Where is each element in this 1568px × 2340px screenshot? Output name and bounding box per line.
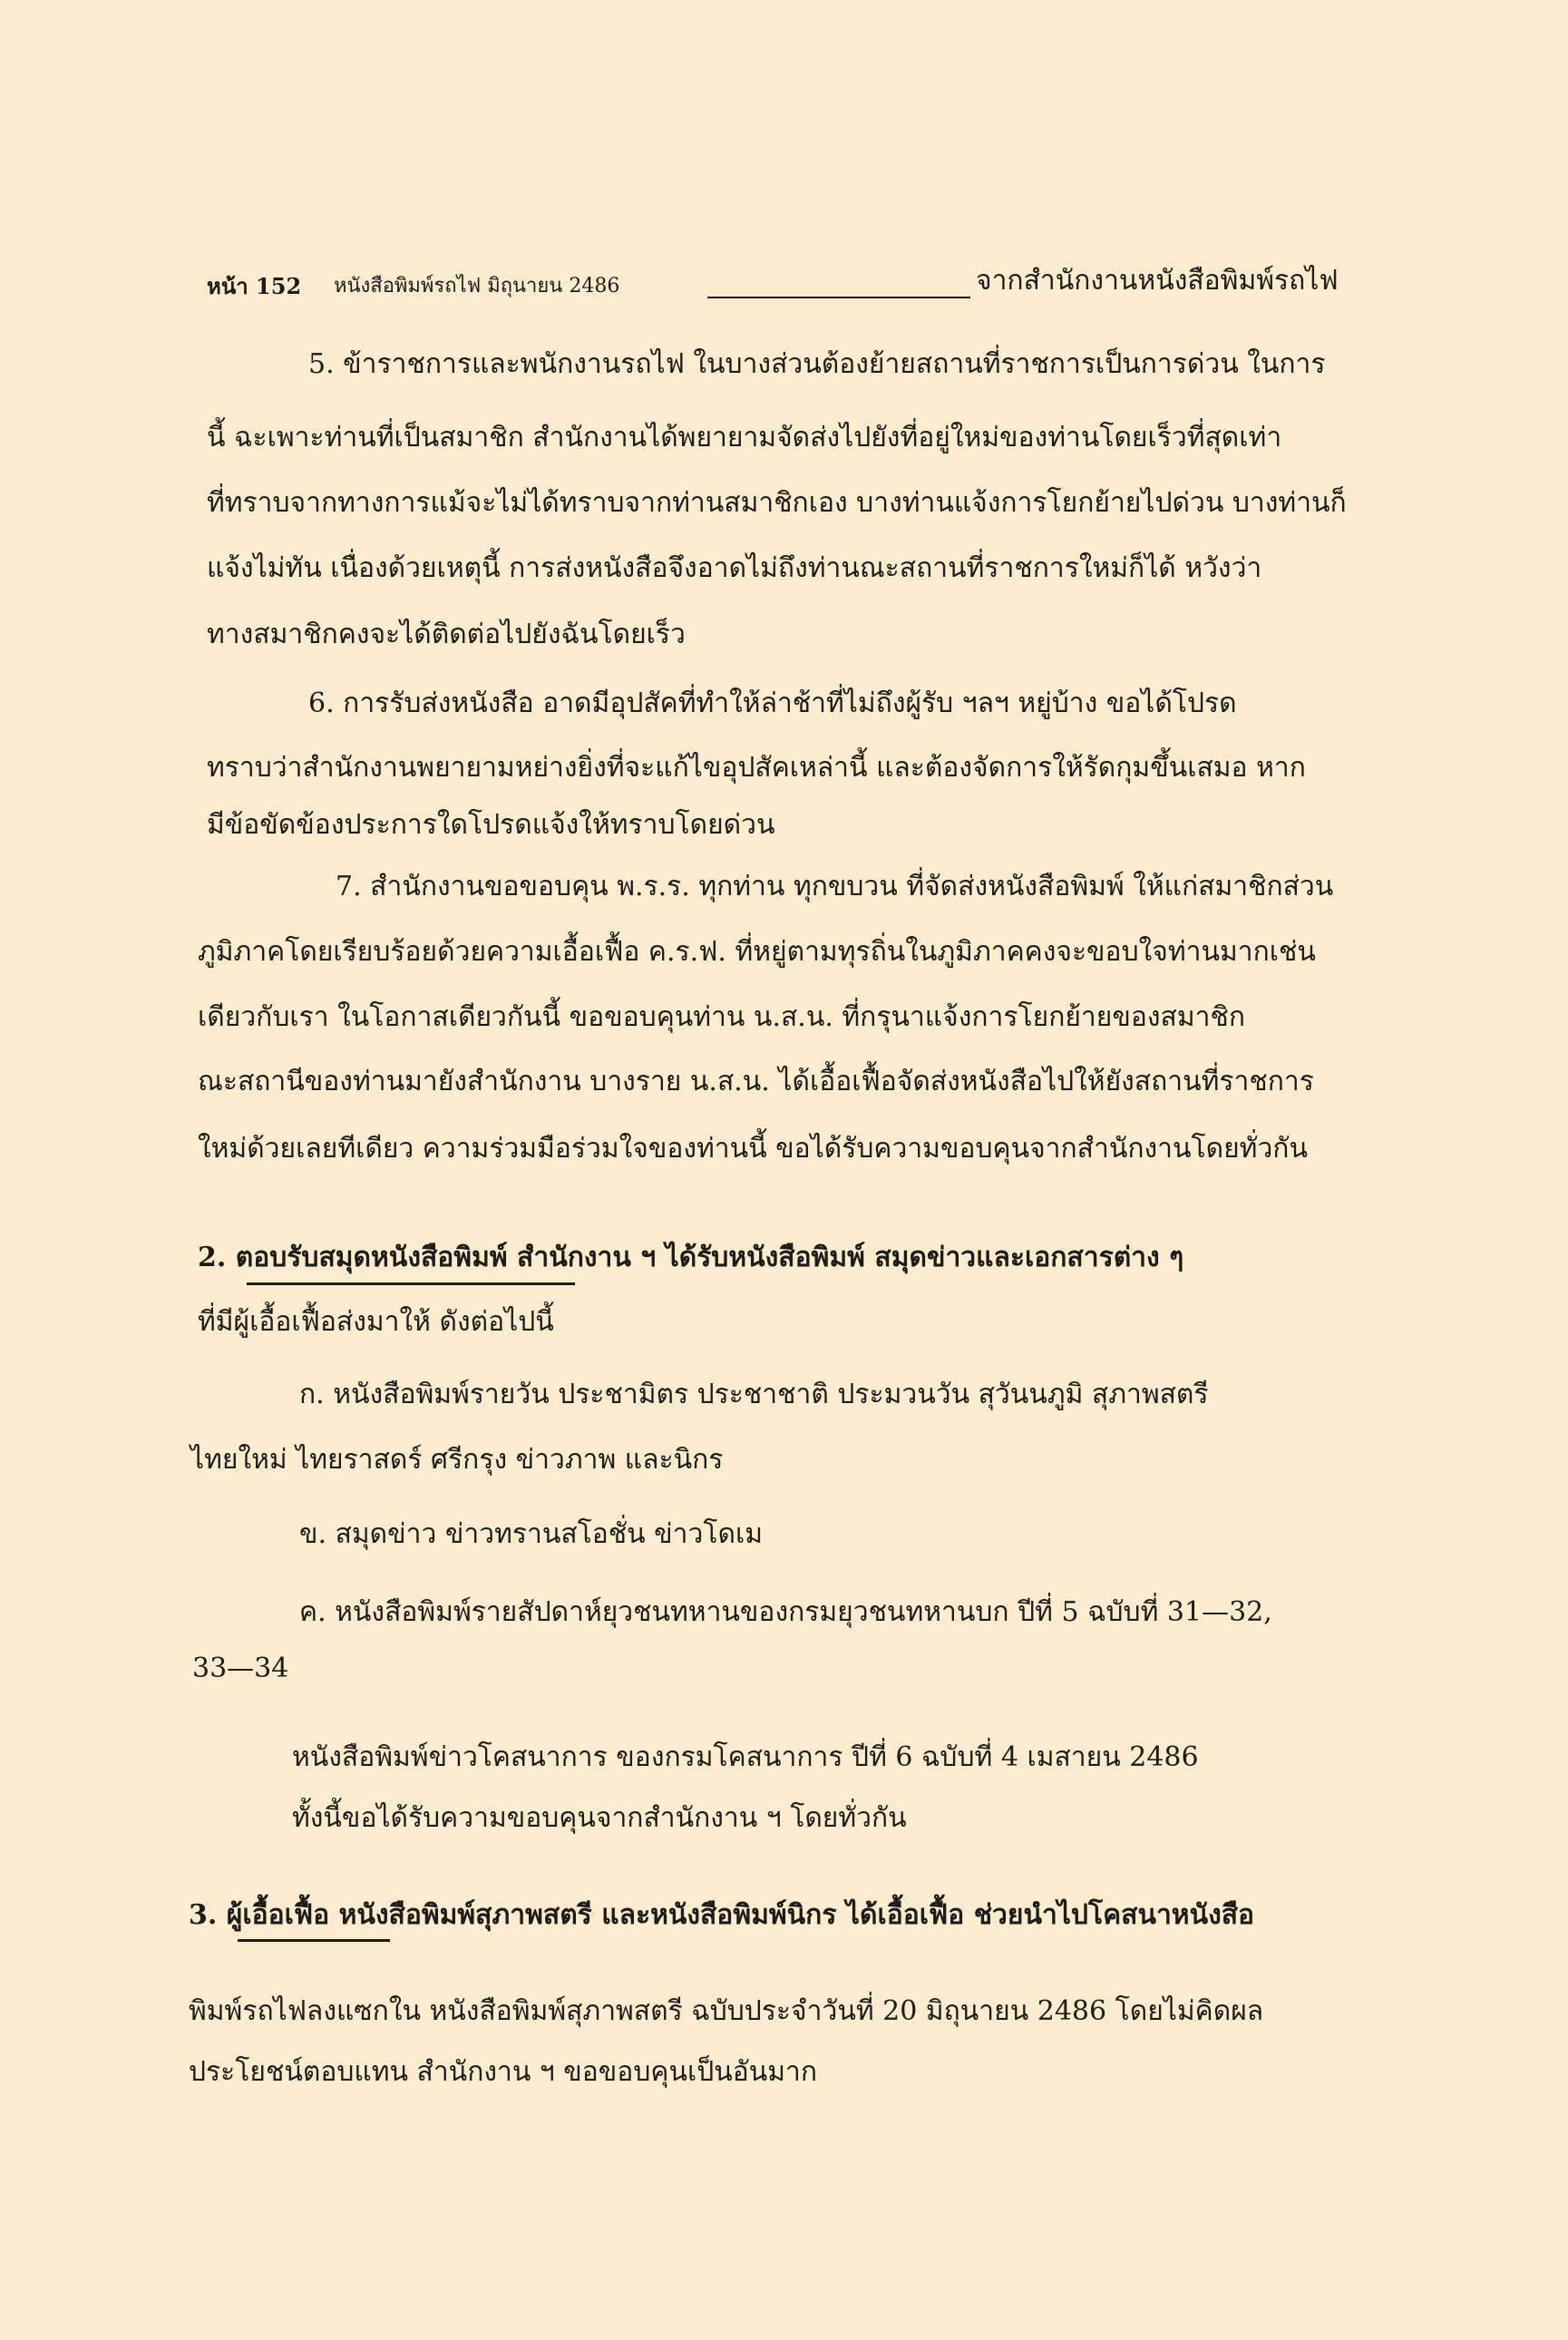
section-2-newspaper-line: หนังสือพิมพ์ข่าวโคสนาการ ของกรมโคสนาการ ปีที่ 6 ฉบับที่ 4 เมสายน 2486	[292, 1741, 1199, 1773]
item-5-line-5: ทางสมาชิกคงจะได้ติดต่อไปยังฉันโดยเร็ว	[207, 619, 686, 650]
item-5-line-3: ที่ทราบจากทางการแม้จะไม่ได้ทราบจากท่านสมาชิกเอง บางท่านแจ้งการโยกย้ายไปด่วน บางท่านก็	[207, 487, 1347, 519]
section-3-line-3: ประโยชน์ตอบแทน สำนักงาน ฯ ขอขอบคุนเป็นอันมาก	[189, 2056, 818, 2088]
item-5-line-4: แจ้งไม่ทัน เนื่องด้วยเหตุนี้ การส่งหนังสือจึงอาดไม่ถึงท่านณะสถานที่ราชการใหม่ก็ได้ หวังว่า	[207, 552, 1262, 584]
item-5-line-2: นี้ ฉะเพาะท่านที่เป็นสมาชิก สำนักงานได้พยายามจัดส่งไปยังที่อยู่ใหม่ของท่านโดยเร็วที่สุดเท่า	[207, 422, 1282, 453]
item-5-line-1: 5. ข้าราชการและพนักงานรถไฟ ในบางส่วนต้องย้ายสถานที่ราชการเป็นการด่วน ในการ	[308, 348, 1326, 380]
section-2-item-a-line-2: ไทยใหม่ ไทยราสดร์ ศรีกรุง ข่าวภาพ และนิกร	[190, 1444, 724, 1476]
section-2-thanks-line: ทั้งนี้ขอได้รับความขอบคุนจากสำนักงาน ฯ โดยทั่วกัน	[292, 1802, 907, 1834]
section-2-item-a-line-1: ก. หนังสือพิมพ์รายวัน ประชามิตร ประชาชาติ ประมวนวัน สุวันนภูมิ สุภาพสตรี	[299, 1379, 1209, 1410]
item-7-line-4: ณะสถานีของท่านมายังสำนักงาน บางราย น.ส.น. ได้เอื้อเฟื้อจัดส่งหนังสือไปให้ยังสถานที่ราชการ	[198, 1066, 1314, 1097]
publication-title: หนังสือพิมพ์รถไฟ มิถุนายน 2486	[334, 275, 620, 297]
source-line: จากสำนักงานหนังสือพิมพ์รถไฟ	[976, 265, 1339, 297]
item-6-line-3: มีข้อขัดข้องประการใดโปรดแจ้งให้ทราบโดยด่วน	[207, 809, 775, 841]
item-7-line-2: ภูมิภาคโดยเรียบร้อยด้วยความเอื้อเฟื้อ ค.ร.ฟ. ที่หยู่ตามทุรถิ่นในภูมิภาคคงจะขอบใจท่านมากเช่น	[198, 936, 1316, 968]
section-3-heading-underline	[238, 1939, 390, 1942]
item-6-line-1: 6. การรับส่งหนังสือ อาดมีอุปสัคที่ทำให้ล่าช้าที่ไม่ถึงผู้รับ ฯลฯ หยู่บ้าง ขอได้โปรด	[308, 687, 1237, 719]
item-7-line-5: ใหม่ด้วยเลยทีเดียว ความร่วมมือร่วมใจของท่านนี้ ขอได้รับความขอบคุนจากสำนักงานโดยทั่วกัน	[198, 1133, 1308, 1165]
section-2-line-2: ที่มีผู้เอื้อเฟื้อส่งมาให้ ดังต่อไปนี้	[198, 1306, 554, 1338]
section-2-line-1: 2. ตอบรับสมุดหนังสือพิมพ์ สำนักงาน ฯ ได้รับหนังสือพิมพ์ สมุดข่าวและเอกสารต่าง ๆ	[198, 1242, 1184, 1273]
page-number: หน้า 152	[207, 273, 302, 299]
header-rule	[707, 297, 970, 298]
section-3-line-1: 3. ผู้เอื้อเฟื้อ หนังสือพิมพ์สุภาพสตรี และหนังสือพิมพ์นิกร ได้เอื้อเฟื้อ ช่วยนำไปโคสนาหนังสือ	[189, 1899, 1255, 1931]
item-7-line-3: เดียวกับเรา ในโอกาสเดียวกันนี้ ขอขอบคุนท่าน น.ส.น. ที่กรุนาแจ้งการโยกย้ายของสมาชิก	[198, 1001, 1245, 1033]
section-3-line-2: พิมพ์รถไฟลงแซกใน หนังสือพิมพ์สุภาพสตรี ฉบับประจำวันที่ 20 มิถุนายน 2486 โดยไม่คิดผล	[189, 1995, 1264, 2027]
section-2-item-b: ข. สมุดข่าว ข่าวทรานสโอชั่น ข่าวโดเม	[299, 1518, 763, 1550]
section-2-item-c-line-1: ค. หนังสือพิมพ์รายสัปดาห์ยุวชนทหานของกรมยุวชนทหานบก ปีที่ 5 ฉบับที่ 31—32,	[299, 1596, 1272, 1628]
item-6-line-2: ทราบว่าสำนักงานพยายามหย่างยิ่งที่จะแก้ไขอุปสัคเหล่านี้ และต้องจัดการให้รัดกุมขึ้นเสมอ หาก	[207, 752, 1306, 784]
section-2-item-c-line-2: 33—34	[192, 1653, 289, 1684]
section-2-heading-underline	[247, 1282, 575, 1285]
item-7-line-1: 7. สำนักงานขอขอบคุน พ.ร.ร. ทุกท่าน ทุกขบวน ที่จัดส่งหนังสือพิมพ์ ให้แก่สมาชิกส่วน	[336, 871, 1334, 902]
